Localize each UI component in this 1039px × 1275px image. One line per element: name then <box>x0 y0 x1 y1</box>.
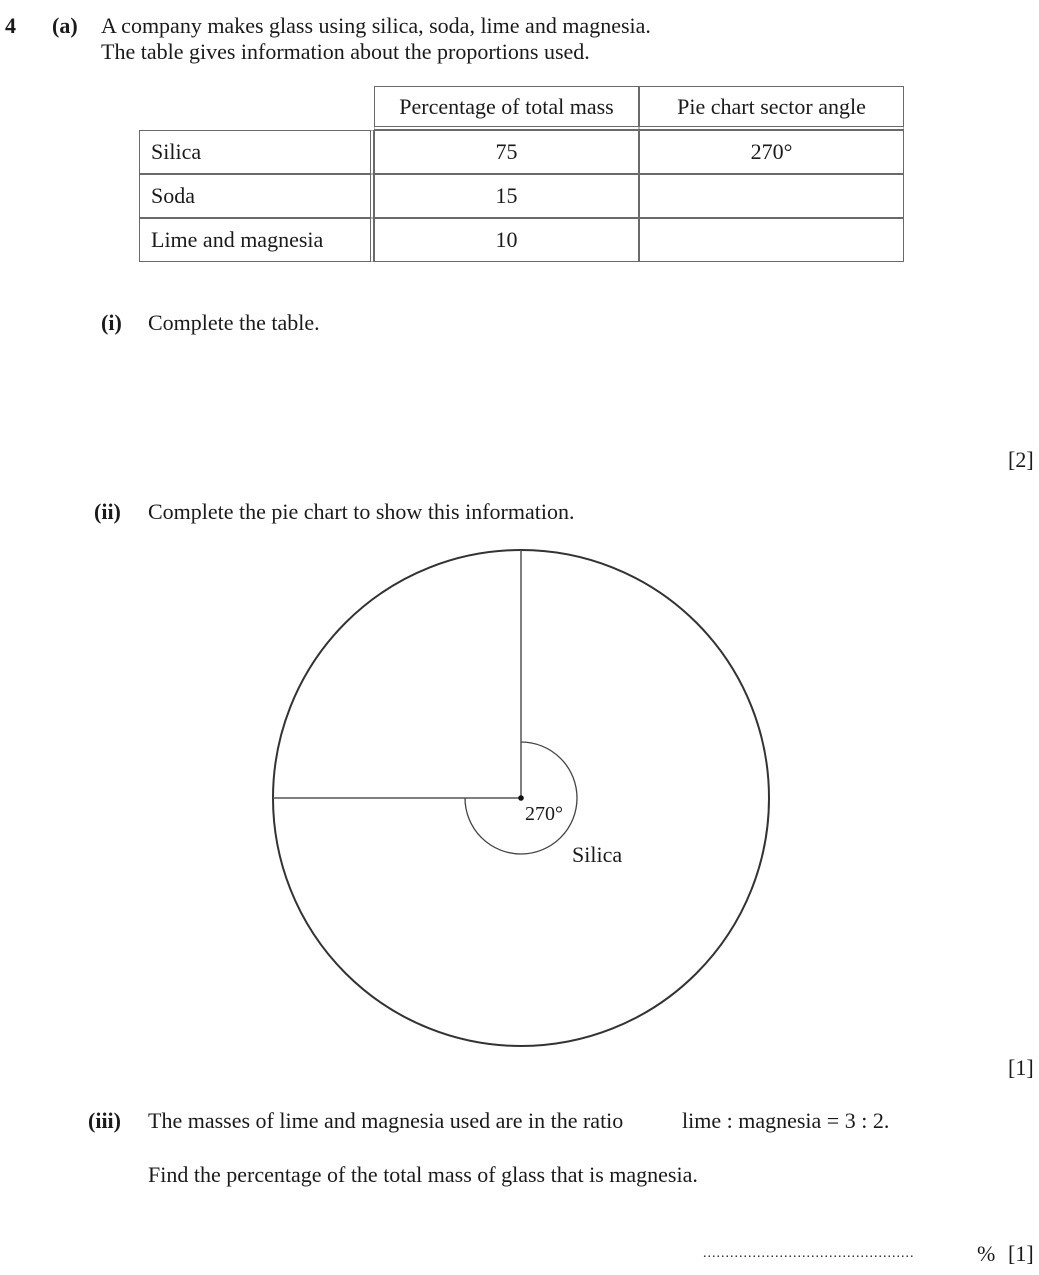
row-percentage-silica: 75 <box>374 130 639 174</box>
part-label-a: (a) <box>52 13 78 38</box>
row-angle-silica: 270° <box>639 130 904 174</box>
part-iii-text-2: Find the percentage of the total mass of glass that is magnesia. <box>148 1162 698 1187</box>
pie-centre-point <box>518 795 524 801</box>
part-label-iii: (iii) <box>88 1108 121 1133</box>
intro-line-1: A company makes glass using silica, soda, lime and magnesia. <box>101 13 651 38</box>
part-i-text: Complete the table. <box>148 310 320 335</box>
intro-line-2: The table gives information about the proportions used. <box>101 39 590 64</box>
row-percentage-lime-magnesia: 10 <box>374 218 639 262</box>
answer-unit: % <box>977 1241 996 1266</box>
answer-line[interactable]: ............................................... <box>703 1246 915 1261</box>
part-label-i: (i) <box>101 310 122 335</box>
part-iii-marks: [1] <box>1008 1241 1034 1266</box>
part-i-marks: [2] <box>1008 447 1034 472</box>
part-iii-ratio: lime : magnesia = 3 : 2. <box>682 1108 890 1133</box>
part-ii-marks: [1] <box>1008 1055 1034 1080</box>
silica-angle-label: 270° <box>525 803 563 825</box>
silica-sector-label: Silica <box>572 842 623 867</box>
row-name-soda: Soda <box>139 174 374 218</box>
part-ii-text: Complete the pie chart to show this information. <box>148 499 575 524</box>
part-iii-text: The masses of lime and magnesia used are in the ratio <box>148 1108 624 1133</box>
row-name-silica: Silica <box>139 130 374 174</box>
header-percentage: Percentage of total mass <box>374 86 639 130</box>
part-label-ii: (ii) <box>94 499 121 524</box>
header-angle: Pie chart sector angle <box>639 86 904 130</box>
row-percentage-soda: 15 <box>374 174 639 218</box>
row-name-lime-magnesia: Lime and magnesia <box>139 218 374 262</box>
question-number: 4 <box>5 13 16 38</box>
